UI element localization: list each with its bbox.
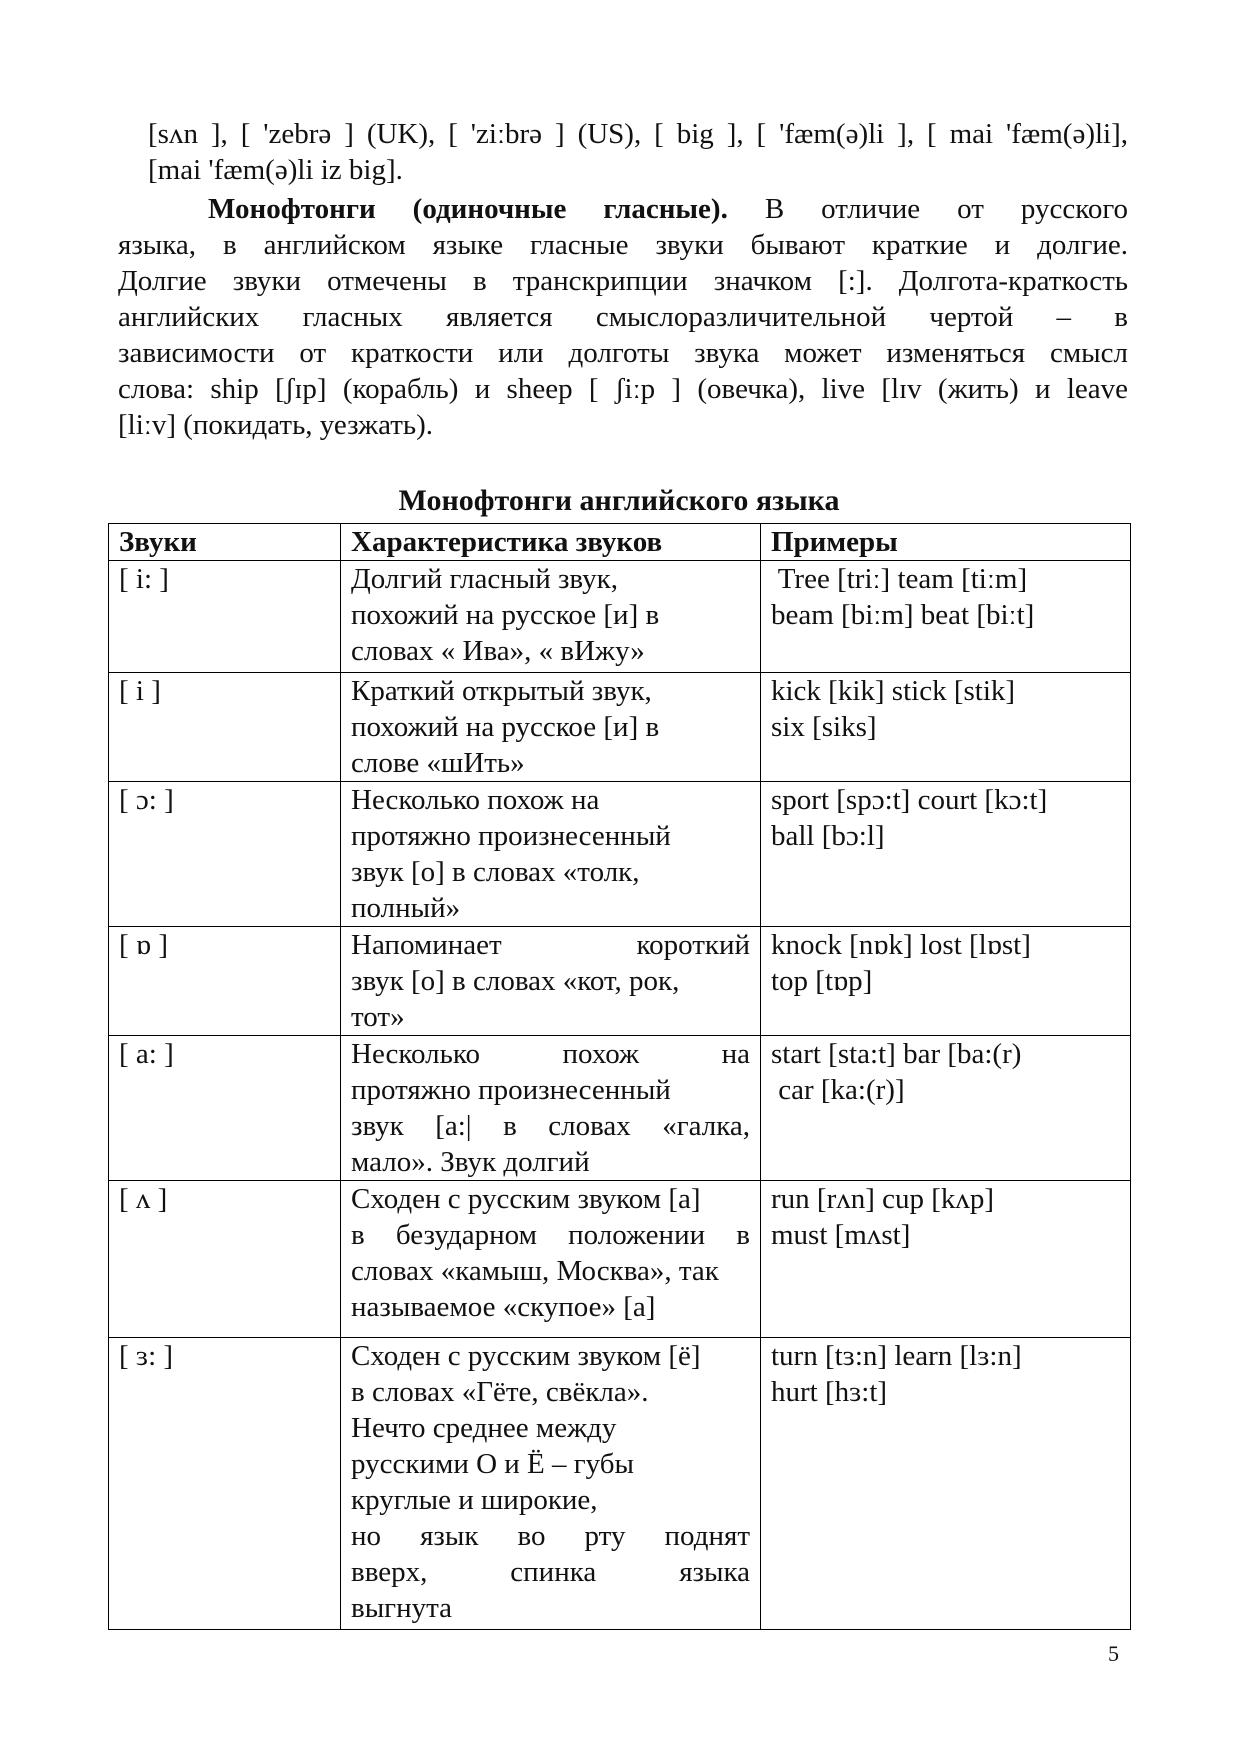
example-line: turn [tɜ:n] learn [lɜ:n]: [771, 1340, 1022, 1372]
characteristic-line: выгнута: [351, 1592, 452, 1624]
characteristic-cell: [341, 782, 761, 927]
example-line: car [ka:(r)]: [771, 1074, 905, 1106]
sound-cell: [109, 561, 341, 673]
examples-cell: [761, 1181, 1131, 1338]
table-row: [109, 782, 1131, 927]
characteristic-line: мало». Звук долгий: [351, 1146, 590, 1178]
column-header-examples: Примеры: [761, 524, 1131, 561]
characteristic-line: Несколько похож на: [351, 1038, 750, 1070]
example-line: must [mʌst]: [771, 1219, 911, 1251]
characteristic-line: русскими О и Ё – губы: [351, 1448, 635, 1480]
sound-symbol: [ ɒ ]: [119, 929, 168, 961]
table-row: [109, 927, 1131, 1036]
sound-symbol: [ a: ]: [119, 1038, 174, 1070]
page-number: 5: [1108, 1641, 1119, 1666]
characteristic-line: Долгий гласный звук,: [351, 563, 618, 595]
paragraph-line-rest: В отличие от русского: [764, 193, 1129, 225]
characteristic-line: словах « Ива», « вИжу»: [351, 635, 645, 667]
example-line: run [rʌn] cup [kʌp]: [771, 1183, 995, 1215]
sound-symbol: [ i ]: [119, 675, 161, 707]
paragraph-line: [sʌn ], [ 'zebrə ] (UK), [ 'ziːbrə ] (US), [ big ], [ 'fæm(ə)li ], [ mai 'fæm(ə)li],: [148, 118, 1128, 150]
sound-cell: [109, 1181, 341, 1338]
paragraph-line: языка, в английском языке гласные звуки бывают краткие и долгие.: [118, 229, 1128, 261]
table-row: [109, 1338, 1131, 1630]
paragraph-line: английских гласных является смыслоразличительной чертой – в: [118, 301, 1128, 333]
example-line: Tree [triː] team [tiːm]: [771, 563, 1028, 595]
characteristic-cell: [341, 1338, 761, 1630]
paragraph-line: слова: ship [ʃɪp] (корабль) и sheep [ ʃiːp ] (овечка), live [lɪv (жить) и leave: [118, 373, 1128, 405]
example-line: kick [kik] stick [stik]: [771, 675, 1016, 707]
sound-cell: [109, 927, 341, 1036]
table-row: [109, 561, 1131, 673]
characteristic-line: Сходен с русским звуком [а]: [351, 1183, 701, 1215]
characteristic-line: протяжно произнесенный: [351, 820, 671, 852]
characteristic-line: но язык во рту поднят: [351, 1520, 750, 1552]
examples-cell: [761, 1036, 1131, 1181]
characteristic-line: Нечто среднее между: [351, 1412, 617, 1444]
characteristic-line: слове «шИть»: [351, 747, 525, 779]
example-line: start [sta:t] bar [ba:(r): [771, 1038, 1022, 1070]
characteristic-line: Несколько похож на: [351, 784, 600, 816]
examples-cell: [761, 561, 1131, 673]
table-body: [109, 561, 1131, 1630]
column-header-characteristics: Характеристика звуков: [341, 524, 761, 561]
examples-cell: [761, 782, 1131, 927]
paragraph-line: зависимости от краткости или долготы звука может изменяться смысл: [118, 337, 1128, 369]
characteristic-cell: [341, 673, 761, 782]
characteristic-line: называемое «скупое» [а]: [351, 1291, 656, 1323]
sound-cell: [109, 782, 341, 927]
characteristic-line: вверх, спинка языка: [351, 1556, 750, 1588]
characteristic-line: тот»: [351, 1001, 405, 1033]
table-row: [109, 1036, 1131, 1181]
characteristic-line: звук [о] в словах «кот, рок,: [351, 965, 680, 997]
monophthongs-table: [108, 523, 1131, 1630]
sound-symbol: [ ɜ: ]: [119, 1340, 174, 1372]
characteristic-line: Сходен с русским звуком [ё]: [351, 1340, 701, 1372]
paragraph-line: [mai 'fæm(ə)li iz big].: [148, 154, 403, 186]
characteristic-line: в безударном положении в: [351, 1219, 750, 1251]
characteristic-line: Напоминает короткий: [351, 929, 750, 961]
examples-cell: [761, 1338, 1131, 1630]
table-row: [109, 1181, 1131, 1338]
example-line: sport [spɔ:t] court [kɔ:t]: [771, 784, 1048, 816]
characteristic-line: Краткий открытый звук,: [351, 675, 652, 707]
monophthongs-paragraph: [118, 191, 1128, 443]
paragraph-line: Долгие звуки отмечены в транскрипции значком [:]. Долгота-краткость: [118, 265, 1128, 297]
example-line: ball [bɔ:l]: [771, 820, 885, 852]
example-line: top [tɒp]: [771, 965, 873, 997]
example-line: knock [nɒk] lost [lɒst]: [771, 929, 1031, 961]
characteristic-line: похожий на русское [и] в: [351, 711, 660, 743]
characteristic-line: словах «камыш, Москва», так: [351, 1255, 719, 1287]
table-header-row: [109, 524, 1131, 561]
table-title: Монофтонги английского языка: [398, 484, 840, 517]
characteristic-line: в словах «Гёте, свёкла».: [351, 1376, 649, 1408]
characteristic-line: круглые и широкие,: [351, 1484, 598, 1516]
sound-symbol: [ ʌ ]: [119, 1183, 168, 1215]
sound-cell: [109, 673, 341, 782]
characteristic-cell: [341, 561, 761, 673]
characteristic-line: полный»: [351, 892, 461, 924]
transcription-examples-paragraph: [148, 116, 1128, 188]
table-row: [109, 673, 1131, 782]
example-line: hurt [hɜ:t]: [771, 1376, 888, 1408]
characteristic-line: звук [о] в словах «толк,: [351, 856, 640, 888]
example-line: six [siks]: [771, 711, 877, 743]
characteristic-line: похожий на русское [и] в: [351, 599, 660, 631]
characteristic-cell: [341, 1036, 761, 1181]
example-line: beam [biːm] beat [biːt]: [771, 599, 1035, 631]
examples-cell: [761, 673, 1131, 782]
characteristic-cell: [341, 927, 761, 1036]
column-header-sounds: Звуки: [109, 524, 341, 561]
characteristic-cell: [341, 1181, 761, 1338]
monophthongs-heading: Монофтонги (одиночные гласные).: [208, 193, 728, 225]
sound-cell: [109, 1338, 341, 1630]
characteristic-line: протяжно произнесенный: [351, 1074, 671, 1106]
characteristic-line: звук [a:| в словах «галка,: [351, 1110, 750, 1142]
sound-symbol: [ ɔ: ]: [119, 784, 174, 816]
sound-cell: [109, 1036, 341, 1181]
sound-symbol: [ i: ]: [119, 563, 169, 595]
paragraph-line: [liːv] (покидать, уезжать).: [118, 409, 434, 441]
examples-cell: [761, 927, 1131, 1036]
paragraph-first-line: [118, 191, 1128, 227]
